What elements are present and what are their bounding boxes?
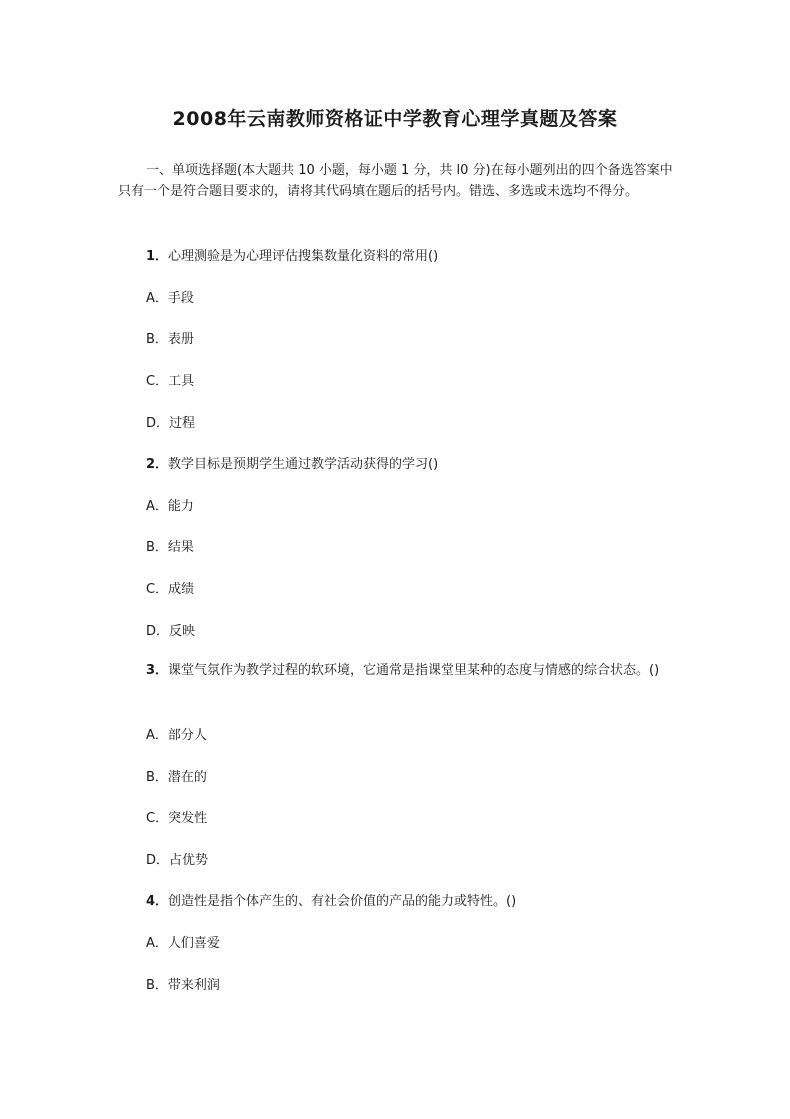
option-1b [146, 328, 194, 347]
option-text: 反映 [169, 624, 196, 639]
option-2b [146, 536, 194, 555]
section-instructions: 一、单项选择题(本大题共 10 小题，每小题 1 分，共 l0 分)在每小题列出的四个备选答案中只有一个是符合题目要求的，请将其代码填在题后的括号内。错选、多选或未选均不得分。 [118, 163, 673, 199]
option-text: 占优势 [169, 853, 209, 868]
option-text: 成绩 [168, 582, 195, 597]
question-2 [146, 453, 438, 472]
question-4 [146, 890, 516, 909]
option-letter: B． [146, 332, 168, 347]
document-title: 2008年云南教师资格证中学教育心理学真题及答案 [172, 108, 618, 130]
option-letter: A． [146, 728, 168, 743]
option-letter: A． [146, 936, 168, 951]
option-letter: B． [146, 540, 168, 555]
question-number: 3． [146, 663, 169, 678]
question-text: 创造性是指个体产生的、有社会价值的产品的能力或特性。() [168, 894, 517, 909]
option-1a [146, 287, 194, 306]
option-text: 工具 [168, 374, 195, 389]
question-text: 教学目标是预期学生通过教学活动获得的学习() [168, 457, 439, 472]
option-3b [146, 766, 207, 785]
option-3d [146, 849, 208, 868]
option-letter: C． [146, 582, 169, 597]
question-text: 心理测验是为心理评估搜集数量化资料的常用() [168, 249, 439, 264]
option-1d [146, 412, 195, 431]
option-2a [146, 495, 194, 514]
option-2d [146, 620, 195, 639]
option-letter: D． [146, 853, 170, 868]
option-letter: A． [146, 499, 168, 514]
option-4a [146, 932, 220, 951]
option-text: 过程 [169, 416, 196, 431]
option-4b [146, 974, 220, 993]
question-3 [118, 660, 674, 681]
question-number: 4． [146, 894, 169, 909]
question-text: 课堂气氛作为教学过程的软环境，它通常是指课堂里某种的态度与情感的综合状态。() [168, 663, 660, 678]
option-text: 结果 [167, 540, 194, 555]
option-letter: B． [146, 978, 168, 993]
option-text: 人们喜爱 [167, 936, 220, 951]
option-text: 能力 [167, 499, 194, 514]
option-1c [146, 370, 194, 389]
option-2c [146, 578, 194, 597]
option-text: 手段 [167, 291, 194, 306]
option-3a [146, 724, 207, 743]
option-letter: D． [146, 416, 170, 431]
option-text: 潜在的 [167, 770, 207, 785]
option-letter: B． [146, 770, 168, 785]
option-letter: A． [146, 291, 168, 306]
question-number: 1． [146, 249, 169, 264]
option-text: 部分人 [167, 728, 207, 743]
option-text: 带来利润 [167, 978, 220, 993]
option-text: 突发性 [168, 811, 208, 826]
question-number: 2． [146, 457, 169, 472]
question-1 [146, 245, 438, 264]
option-letter: C． [146, 811, 169, 826]
option-letter: D． [146, 624, 170, 639]
option-letter: C． [146, 374, 169, 389]
option-3c [146, 807, 207, 826]
option-text: 表册 [167, 332, 194, 347]
